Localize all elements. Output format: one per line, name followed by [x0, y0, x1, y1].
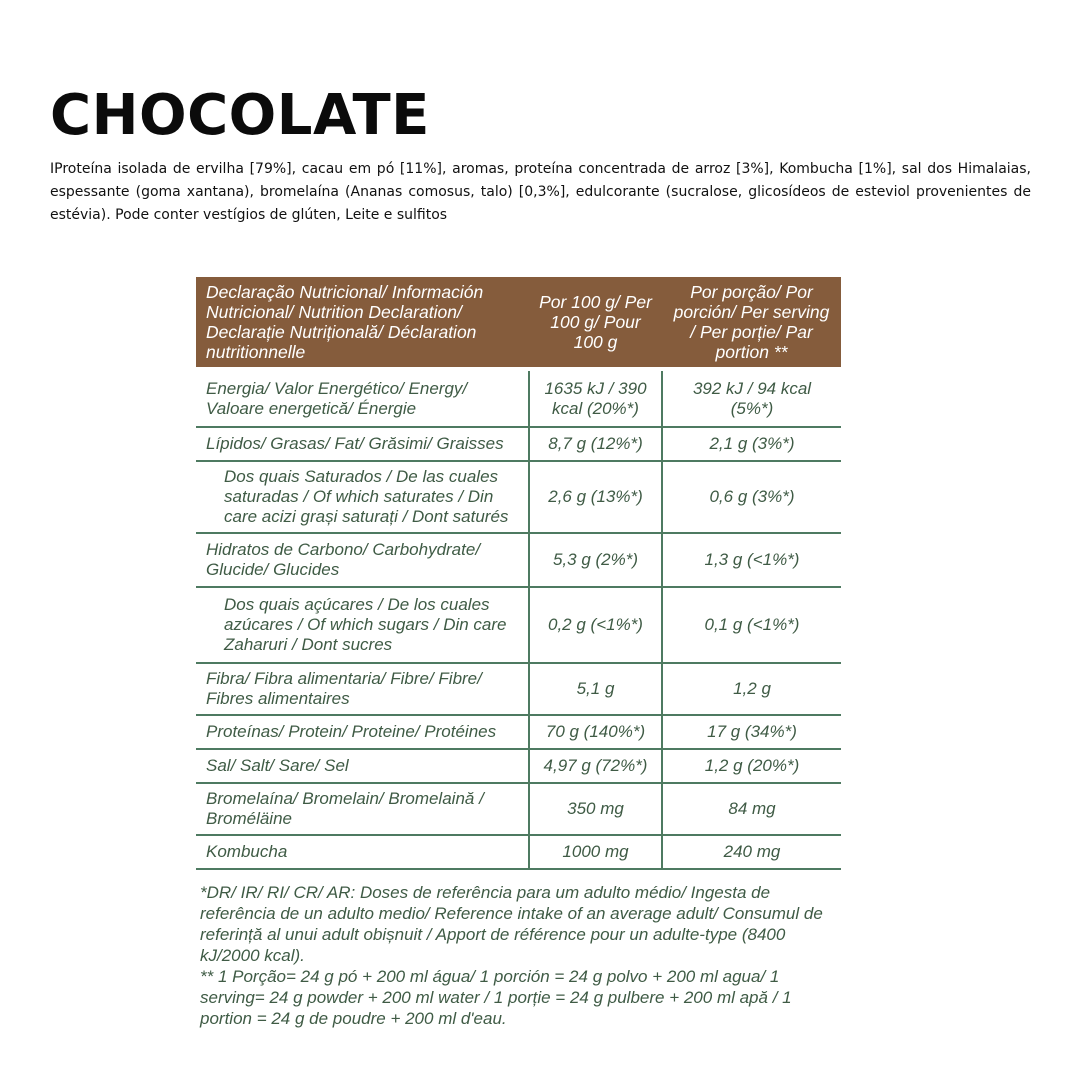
row-value-per-serving: 17 g (34%*) [662, 715, 841, 749]
row-label: Dos quais açúcares / De los cuales azúcares / Of which sugars / Din care Zaharuri / Dont sucres [196, 587, 529, 663]
row-value-per-serving: 0,1 g (<1%*) [662, 587, 841, 663]
row-value-per-100g: 4,97 g (72%*) [529, 749, 662, 783]
table-row-fat [196, 427, 841, 461]
row-value-per-serving: 84 mg [662, 783, 841, 835]
row-value-per-100g: 1635 kJ / 390 kcal (20%*) [529, 371, 662, 427]
row-value-per-serving: 240 mg [662, 835, 841, 869]
row-label: Hidratos de Carbono/ Carbohydrate/ Glucide/ Glucides [196, 533, 529, 587]
row-value-per-serving: 392 kJ / 94 kcal (5%*) [662, 371, 841, 427]
row-label: Fibra/ Fibra alimentaria/ Fibre/ Fibre/ Fibres alimentaires [196, 663, 529, 715]
row-value-per-100g: 70 g (140%*) [529, 715, 662, 749]
table-row-saturates [196, 461, 841, 533]
row-value-per-100g: 1000 mg [529, 835, 662, 869]
row-value-per-100g: 5,3 g (2%*) [529, 533, 662, 587]
row-value-per-100g: 5,1 g [529, 663, 662, 715]
nutrition-table-header [196, 277, 841, 371]
row-label: Proteínas/ Protein/ Proteine/ Protéines [196, 715, 529, 749]
row-label: Energia/ Valor Energético/ Energy/ Valoare energetică/ Énergie [196, 371, 529, 427]
ingredients-text: IProteína isolada de ervilha [79%], cacau em pó [11%], aromas, proteína concentrada de arroz [3%], Kombucha [1%], sal dos Himalaias, espessante (goma xantana), bromelaína (Ananas comosus, talo) [0,3%], edulcorante (sucralose, glicosídeos de esteviol provenientes de estévia). Pode conter vestígios de glúten, Leite e sulfitos [50, 161, 1031, 223]
footnote-reference-intake: *DR/ IR/ RI/ CR/ AR: Doses de referência para um adulto médio/ Ingesta de referência de un adulto medio/ Reference intake of an average adult/ Consumul de referință al unui adult obișnuit / Apport de référence pour un adulte-type (8400 kJ/2000 kcal). [200, 883, 823, 965]
row-label: Lípidos/ Grasas/ Fat/ Grăsimi/ Graisses [196, 427, 529, 461]
table-row-fibre [196, 663, 841, 715]
nutrition-table [196, 277, 841, 870]
row-value-per-100g: 0,2 g (<1%*) [529, 587, 662, 663]
row-label: Sal/ Salt/ Sare/ Sel [196, 749, 529, 783]
table-row-sugars [196, 587, 841, 663]
row-label: Dos quais Saturados / De las cuales saturadas / Of which saturates / Din care acizi grași saturați / Dont saturés [196, 461, 529, 533]
row-value-per-serving: 0,6 g (3%*) [662, 461, 841, 533]
row-value-per-serving: 1,3 g (<1%*) [662, 533, 841, 587]
row-value-per-serving: 1,2 g [662, 663, 841, 715]
row-label: Bromelaína/ Bromelain/ Bromelaină / Broméläine [196, 783, 529, 835]
row-value-per-serving: 2,1 g (3%*) [662, 427, 841, 461]
table-row-salt [196, 749, 841, 783]
row-label: Kombucha [196, 835, 529, 869]
table-row-energy [196, 371, 841, 427]
nutrition-table-body [196, 371, 841, 869]
table-row-protein [196, 715, 841, 749]
row-value-per-100g: 350 mg [529, 783, 662, 835]
row-value-per-serving: 1,2 g (20%*) [662, 749, 841, 783]
footnotes [196, 882, 841, 1029]
nutrition-panel [196, 277, 841, 1029]
table-row-bromelain [196, 783, 841, 835]
header-per-100g: Por 100 g/ Per 100 g/ Pour 100 g [529, 277, 662, 367]
table-row-kombucha [196, 835, 841, 869]
table-row-carbohydrate [196, 533, 841, 587]
footnote-serving-definition: ** 1 Porção= 24 g pó + 200 ml água/ 1 porción = 24 g polvo + 200 ml agua/ 1 serving= 24 g powder + 200 ml water / 1 porție = 24 g pulbere + 200 ml apă / 1 portion = 24 g de poudre + 200 ml d'eau. [200, 967, 792, 1028]
row-value-per-100g: 8,7 g (12%*) [529, 427, 662, 461]
product-title: CHOCOLATE [50, 83, 430, 148]
header-per-serving: Por porção/ Por porción/ Per serving / Per porție/ Par portion ** [662, 277, 841, 367]
row-value-per-100g: 2,6 g (13%*) [529, 461, 662, 533]
header-declaration: Declaração Nutricional/ Información Nutricional/ Nutrition Declaration/ Declarație Nutrițională/ Déclaration nutritionnelle [196, 277, 529, 367]
